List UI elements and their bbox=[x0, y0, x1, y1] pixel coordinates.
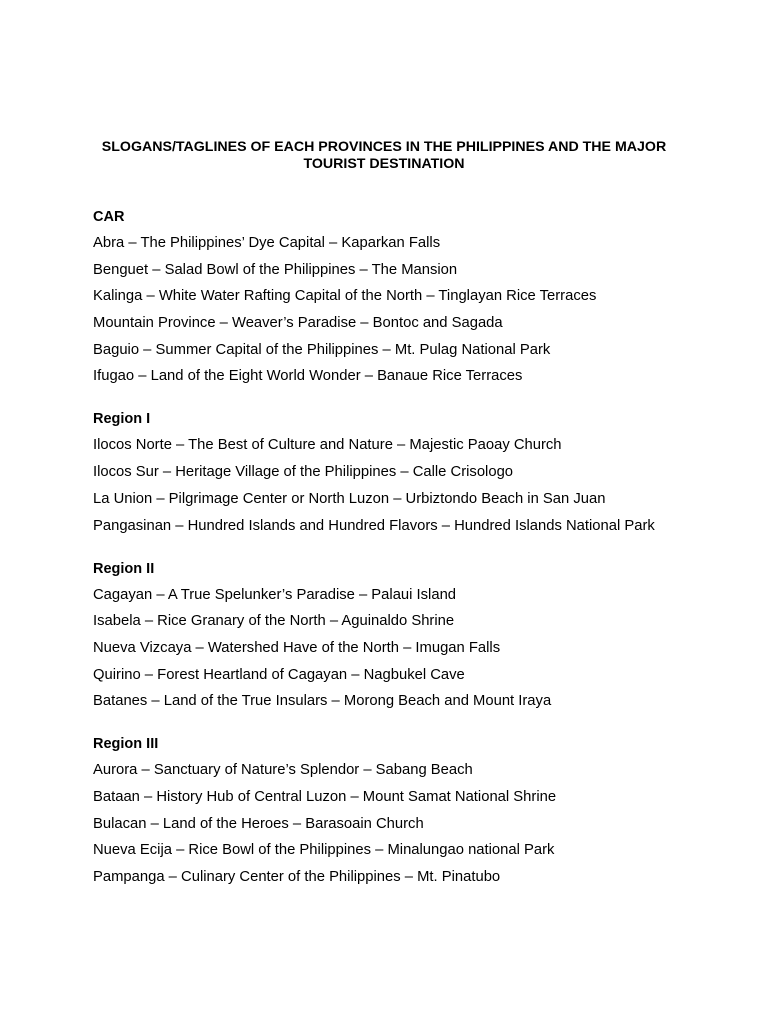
list-item: Baguio – Summer Capital of the Philippines – Mt. Pulag National Park bbox=[93, 341, 551, 358]
list-item: Quirino – Forest Heartland of Cagayan – Nagbukel Cave bbox=[93, 666, 465, 683]
section-heading: Region I bbox=[93, 411, 151, 428]
list-item: Ilocos Norte – The Best of Culture and Nature – Majestic Paoay Church bbox=[93, 437, 562, 454]
list-item: Cagayan – A True Spelunker’s Paradise – Palaui Island bbox=[93, 586, 457, 603]
section-region-2 bbox=[93, 560, 675, 710]
section-car bbox=[93, 208, 675, 384]
section-heading: Region III bbox=[93, 736, 159, 753]
list-item: Isabela – Rice Granary of the North – Aguinaldo Shrine bbox=[93, 613, 455, 630]
list-item: La Union – Pilgrimage Center or North Luzon – Urbiztondo Beach in San Juan bbox=[93, 490, 606, 507]
list-item: Benguet – Salad Bowl of the Philippines – The Mansion bbox=[93, 261, 458, 278]
list-item: Abra – The Philippines’ Dye Capital – Kaparkan Falls bbox=[93, 235, 441, 251]
list-item: Bataan – History Hub of Central Luzon – Mount Samat National Shrine bbox=[93, 788, 557, 805]
list-item: Pampanga – Culinary Center of the Philippines – Mt. Pinatubo bbox=[93, 869, 501, 885]
list-item: Ifugao – Land of the Eight World Wonder – Banaue Rice Terraces bbox=[93, 368, 523, 385]
list-item: Kalinga – White Water Rafting Capital of the North – Tinglayan Rice Terraces bbox=[93, 288, 597, 305]
list-item: Batanes – Land of the True Insulars – Morong Beach and Mount Iraya bbox=[93, 693, 552, 710]
list-item: Nueva Ecija – Rice Bowl of the Philippines – Minalungao national Park bbox=[93, 842, 555, 859]
document-body bbox=[93, 208, 675, 896]
section-heading: Region II bbox=[93, 560, 155, 577]
list-item: Pangasinan – Hundred Islands and Hundred Flavors – Hundred Islands National Park bbox=[93, 517, 655, 534]
list-item: Bulacan – Land of the Heroes – Barasoain Church bbox=[93, 815, 424, 832]
section-region-3 bbox=[93, 735, 675, 885]
list-item: Mountain Province – Weaver’s Paradise – Bontoc and Sagada bbox=[93, 315, 503, 332]
section-heading: CAR bbox=[93, 209, 125, 225]
list-item: Ilocos Sur – Heritage Village of the Philippines – Calle Crisologo bbox=[93, 464, 514, 481]
list-item: Aurora – Sanctuary of Nature’s Splendor – Sabang Beach bbox=[93, 762, 473, 779]
list-item: Nueva Vizcaya – Watershed Have of the North – Imugan Falls bbox=[93, 639, 501, 656]
section-region-1 bbox=[93, 410, 675, 533]
document-title: SLOGANS/TAGLINES OF EACH PROVINCES IN THE PHILIPPINES AND THE MAJOR TOURIST DESTINATION bbox=[101, 139, 667, 172]
